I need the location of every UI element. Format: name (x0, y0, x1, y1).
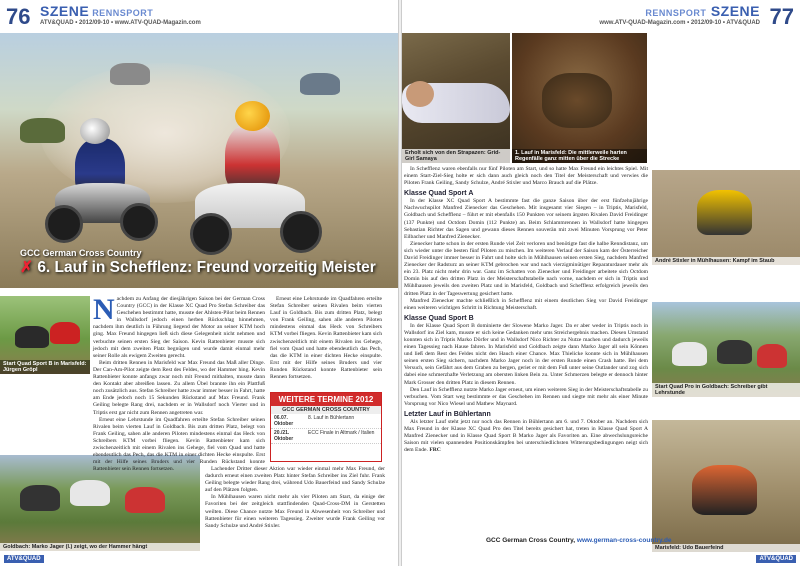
left-column-1: Nachdem zu Anfang der diesjährigen Saison bei der German Cross Country (GCC) in der Klasse XC Quad Pro Stefan Schreiber das Geschehen bestimmt hatte, musste der Ahlsten-Pilot beim Rennen in Wallsdorf jedoch einen herben Rückschlag hinnehmen, nachdem ihm deutlich in Führung liegend der Motor an seiner KTM hoch ging. Max Freund hingegen ließ sich diese Gelegenheit nicht nehmen und verbuchte seinen ersten Sieg der Saison. Kevin Rattenbieter musste sich jedoch mit dem zweiten Platz begnügen und wurde damit einmal mehr seiner Rolle als ewigem Zweiten gerecht. Beim dritten Rennen in Marisfeld war Max Freund das Maß aller Dinge. Der Can-Am-Pilot zeigte dem Rest des Feldes, wo der Hammer hing. Kevin Rattenbieter konnte anfangs zwar noch mit Freund mithalten, musste dann den Kontakt aber abreißen lassen. Zu allem Übel brannte ihn ein Plattfuß noch zusätzlich aus. Stefan Schreiber hatte zwar immer besser in Fahrt, hatte am Ende jedoch noch 15 Sekunden Rückstand auf Max Freund. Frank Geiling belegte Rang drei, nachdem er in Wallsdorf noch Vierter und in Triptis erst gar nicht zum Rennen angetreten war. Erneut eine Lehrstunde im Quadfahren erteilte Stefan Schreiber seinen Rivalen beim vierten Lauf in Goldbach. Bis zum dritten Platz, belegt von Frank Geiling, sahen alle anderen Piloten mindestens einmal das Heck von Schreibers KTM vorbei fliegen. Kevin Rattenbieter kam sich zwischenzeitlich mit einem Rivalen ins Gehege, fiel vom Quad und hatte ebendeutlich das Pech, das die KTM in einer dichten Hecke einspulte. Erst mit der Hilfe seines Bruders und vier Runden Rückstand konnte Rattenbieter sein Rennen fortsetzen. (93, 293, 265, 473)
caption-goldbach: Goldbach: Marko Jager (l.) zeigt, wo der Hammer hängt (0, 543, 200, 551)
article-kicker: GCC German Cross Country (20, 248, 142, 258)
dropcap: N (93, 293, 115, 326)
caption-grid-girl: Erholt sich von den Strapazen: Grid-Girl Samaya (402, 149, 510, 163)
photo-mud-spray (512, 33, 647, 163)
infobox-row: 20./21. Oktober ECC Finale in Altmark / Italien (271, 429, 381, 444)
infobox-row: 06.07. Oktober 8. Lauf in Bühlertann (271, 414, 381, 429)
gcc-website-link[interactable]: www.german-cross-country.de (576, 537, 672, 544)
left-column-3: Lachender Dritter dieser Aktion war wieder einmal mehr Max Freund, der dadurch erneut einen zweiten Platz hinter Stefan Schreiber ins Ziel fuhr. Frank Geiling belegte wieder Rang drei, während Udo Bauerfeind und Sandy Schulze auf den Plätzen folgten. In Mühlhausen waren nicht mehr als vier Piloten am Start, da einige der Favoriten bei der zeitgleich stattfindenden Quad-Cross-DM in Gerstetten weilten. Diese Chance nutzte Max Freund in Abwesenheit von Schreiber und Rattenbieter für einen weiteren Tagessieg. Zweiter wurde Frank Geiling vor Sandy Schulze und André Stixler. (205, 466, 385, 529)
photo-stixler (652, 170, 800, 265)
left-column-2: Erneut eine Lehrstunde im Quadfahren erteilte Stefan Schreiber seinen Rivalen beim vierten Lauf in Goldbach. Bis zum dritten Platz, belegt von Frank Geiling, sahen alle anderen Piloten mindestens einmal das Heck von Schreibers KTM vorbei fliegen. Kevin Rattenbieter kam sich zwischenzeitlich mit einem Rivalen ins Gehege, fiel vom Quad und hatte ebendeutlich das Pech, das die KTM in einer dichten Hecke einspulte. Erst mit der Hilfe seines Bruders und vier Runden Rückstand konnte Rattenbieter sein Rennen fortsetzen. (270, 296, 382, 381)
headline-block (20, 248, 380, 277)
termine-infobox (270, 392, 382, 462)
heading-buehlertann: Letzter Lauf in Bühlertann (404, 410, 491, 418)
right-brand-badge: ATV&QUAD (756, 555, 796, 563)
right-page-meta: www.ATV-QUAD-Magazin.com • 2012/09-10 • ATV&QUAD (599, 20, 760, 26)
caption-quad-pro: Start Quad Pro in Goldbach: Schreiber gibt Lehrstunde (652, 383, 800, 397)
left-page-number: 76 (6, 4, 31, 29)
left-section-title: SZENE RENNSPORT (40, 3, 154, 19)
left-page-meta: ATV&QUAD • 2012/09-10 • www.ATV-QUAD-Magazin.com (40, 20, 201, 26)
photo-grid-girl (402, 33, 510, 163)
hero-photo (0, 33, 398, 288)
right-page-header (402, 0, 800, 33)
race-flag-icon: ✗ (20, 259, 33, 276)
infobox-subtitle: GCC GERMAN CROSS COUNTRY (271, 406, 381, 414)
article-headline: ✗ 6. Lauf in Schefflenz: Freund vorzeitig Meister (20, 259, 376, 276)
photo-credit: FRC (429, 447, 441, 454)
heading-quad-sport-a: Klasse Quad Sport A (404, 190, 474, 198)
left-brand-badge: ATV&QUAD (4, 555, 44, 563)
photo-quad-pro-start (652, 302, 800, 397)
infobox-title: WEITERE TERMINE 2012 (271, 393, 381, 406)
caption-mud: 1. Lauf in Marisfeld: Die mittlerweile harten Regenfälle ganz mitten über die Strecke (512, 149, 647, 163)
right-section-title: RENNSPORT SZENE (645, 3, 760, 19)
photo-bauerfeind (652, 420, 800, 552)
caption-stixler: André Stixler in Mühlhausen: Kampf im Staub (652, 257, 800, 265)
right-article-body: In Schefflenz waren ebenfalls nur fünf Piloten am Start, und so hatte Max Freund ein leichtes Spiel. Mit einem Start-Ziel-Sieg holte er sich dann auch gleich noch den Titel der Meisterschaft und verwies die Piloten Frank Geiling, Sandy Schulze, André Stixler und Marco Brauch auf die Plätze. Klasse Quad Sport A In der Klasse XC Quad Sport A bestimmte fast die ganze Saison über der erst fünfzehnjährige Nachwuchspilot Manfred Zienecker das Geschehen. Mit insgesamt vier Siegen – in Triptis, Marisfeld, Goldbach und Schefflenz – führt er mit ebenfalls 150 Punkten vor seinem ärgsten Rivalen David Freidinger (137 Punkte) und Octdom Domin (112 Punkte) an. Beim Schlammrennen in Wallsdorf hatte hingegen Sebastian Richter das Sagen und gewann dieses Rennen souverän mit zwei Minuten Vorsprung vor Peter Eilbacher und Manfred Zienecker. Zienecker hatte schon in der ersten Runde viel Zeit verloren und benötigte fast die halbe Renndistanz, um sich wieder unter die besten fünf Piloten zu mischen. Im weiteren Verlauf der Saison kam der Österreicher David Freidinger immer besser in Fahrt und holte sich in Mühlhausen seinen ersten Sieg, nachdem Manfred Zienecker der Radsturz an seiner KTM gebrochen war und nach vierzigminütiger Reparaturdauer mehr als ein 23. Platz nicht mehr drin war. Ganz im Schatten von Zienecker und Freidinger arbeitete sich Octdom Domin bis auf den dritten Platz in der Meisterschaftstabelle nach vorne, nachdem er sich in Triptis und Mühlhausen jeweils den zweiten Platz und in Marisfeld, Goldbach und Schefflenz erfolgreich jeweils den dritten Platz in der Tageswertung gesichert hatte. Manfred Zienecker machte schließlich in Schefflenz mit einem deutlichen Sieg vor David Freidinger einen weiteren wichtigen Schritt in Richtung Meisterschaft. Klasse Quad Sport B In der Klasse Quad Sport B dominierte der Slowene Marko Jager. Da er aber weder in Triptis noch in Wallsdorf ins Ziel kam, musste er sich keine Gedanken mehr ums Streichergebnis machen. Diesen Umstand konnten sich in Triptis Marko Dörfer und in Wallsdorf Nico Richter zu Nutze machen und dadurch jeweils einen Tagessieg nach Hause fahren. In Marisfeld und Goldbach zeigte dann Marko Jager all sein Können und ließ dem Rest des Feldes nicht den Hauch einer Chance. Max Thielicke konnte sich in Mühlhausen seinen ersten Sieg sichern, nachdem Marko Jager noch in der ersten Runde einen Crash hatte. Bei dem Versuch, sein Gefährt aus dem Graben zu bergen, geriet er mit dem Fuß unter seine Outlander und zog sich dabei eine schmerzhafte Verletzung am obersten linken Bein zu. Unter Schmerzen belegte er dennoch hinter Mark Grosser den dritten Platz in diesem Rennen. Den Lauf in Schefflenz nutzte Marko Jager erneut, um einen weiteren Sieg in der Meisterschaftstabelle zu verbuchen. Vom Start weg bestimmte er das Geschehen im Rennen und siegte mit mehr als einer Minute Vorsprung vor Nico Wiesel und Mathew Maynard. Letzter Lauf in Bühlertann Als letzter Lauf steht jetzt nur noch das Rennen in Bühlertann am 6. und 7. Oktober an. Nachdem sich Max Freund in der Klasse XC Quad Pro den Titel bereits gesichert hat, treten in Klasse Quad Sport A Manfred Zienecker und in Klasse Quad Sport B Marko Jager als Favoriten an. Eine abwechslungsreiche Saison mit vielen spannenden Positionskämpfen bei unterschiedlichsten Witterungsbedingungen neigt sich dem Ende. FRC (404, 166, 648, 454)
left-page-header (0, 0, 398, 33)
caption-bauerfeind: Marisfeld: Udo Bauerfeind (652, 544, 800, 552)
photo-quad-sport-b-start (0, 296, 90, 374)
right-page-number: 77 (769, 4, 794, 29)
caption-quad-sport-b: Start Quad Sport B in Marisfeld: Jürgen Gröpl (0, 360, 90, 374)
footer-link: GCC German Cross Country, www.german-cross-country.de (486, 537, 672, 544)
heading-quad-sport-b: Klasse Quad Sport B (404, 314, 474, 322)
